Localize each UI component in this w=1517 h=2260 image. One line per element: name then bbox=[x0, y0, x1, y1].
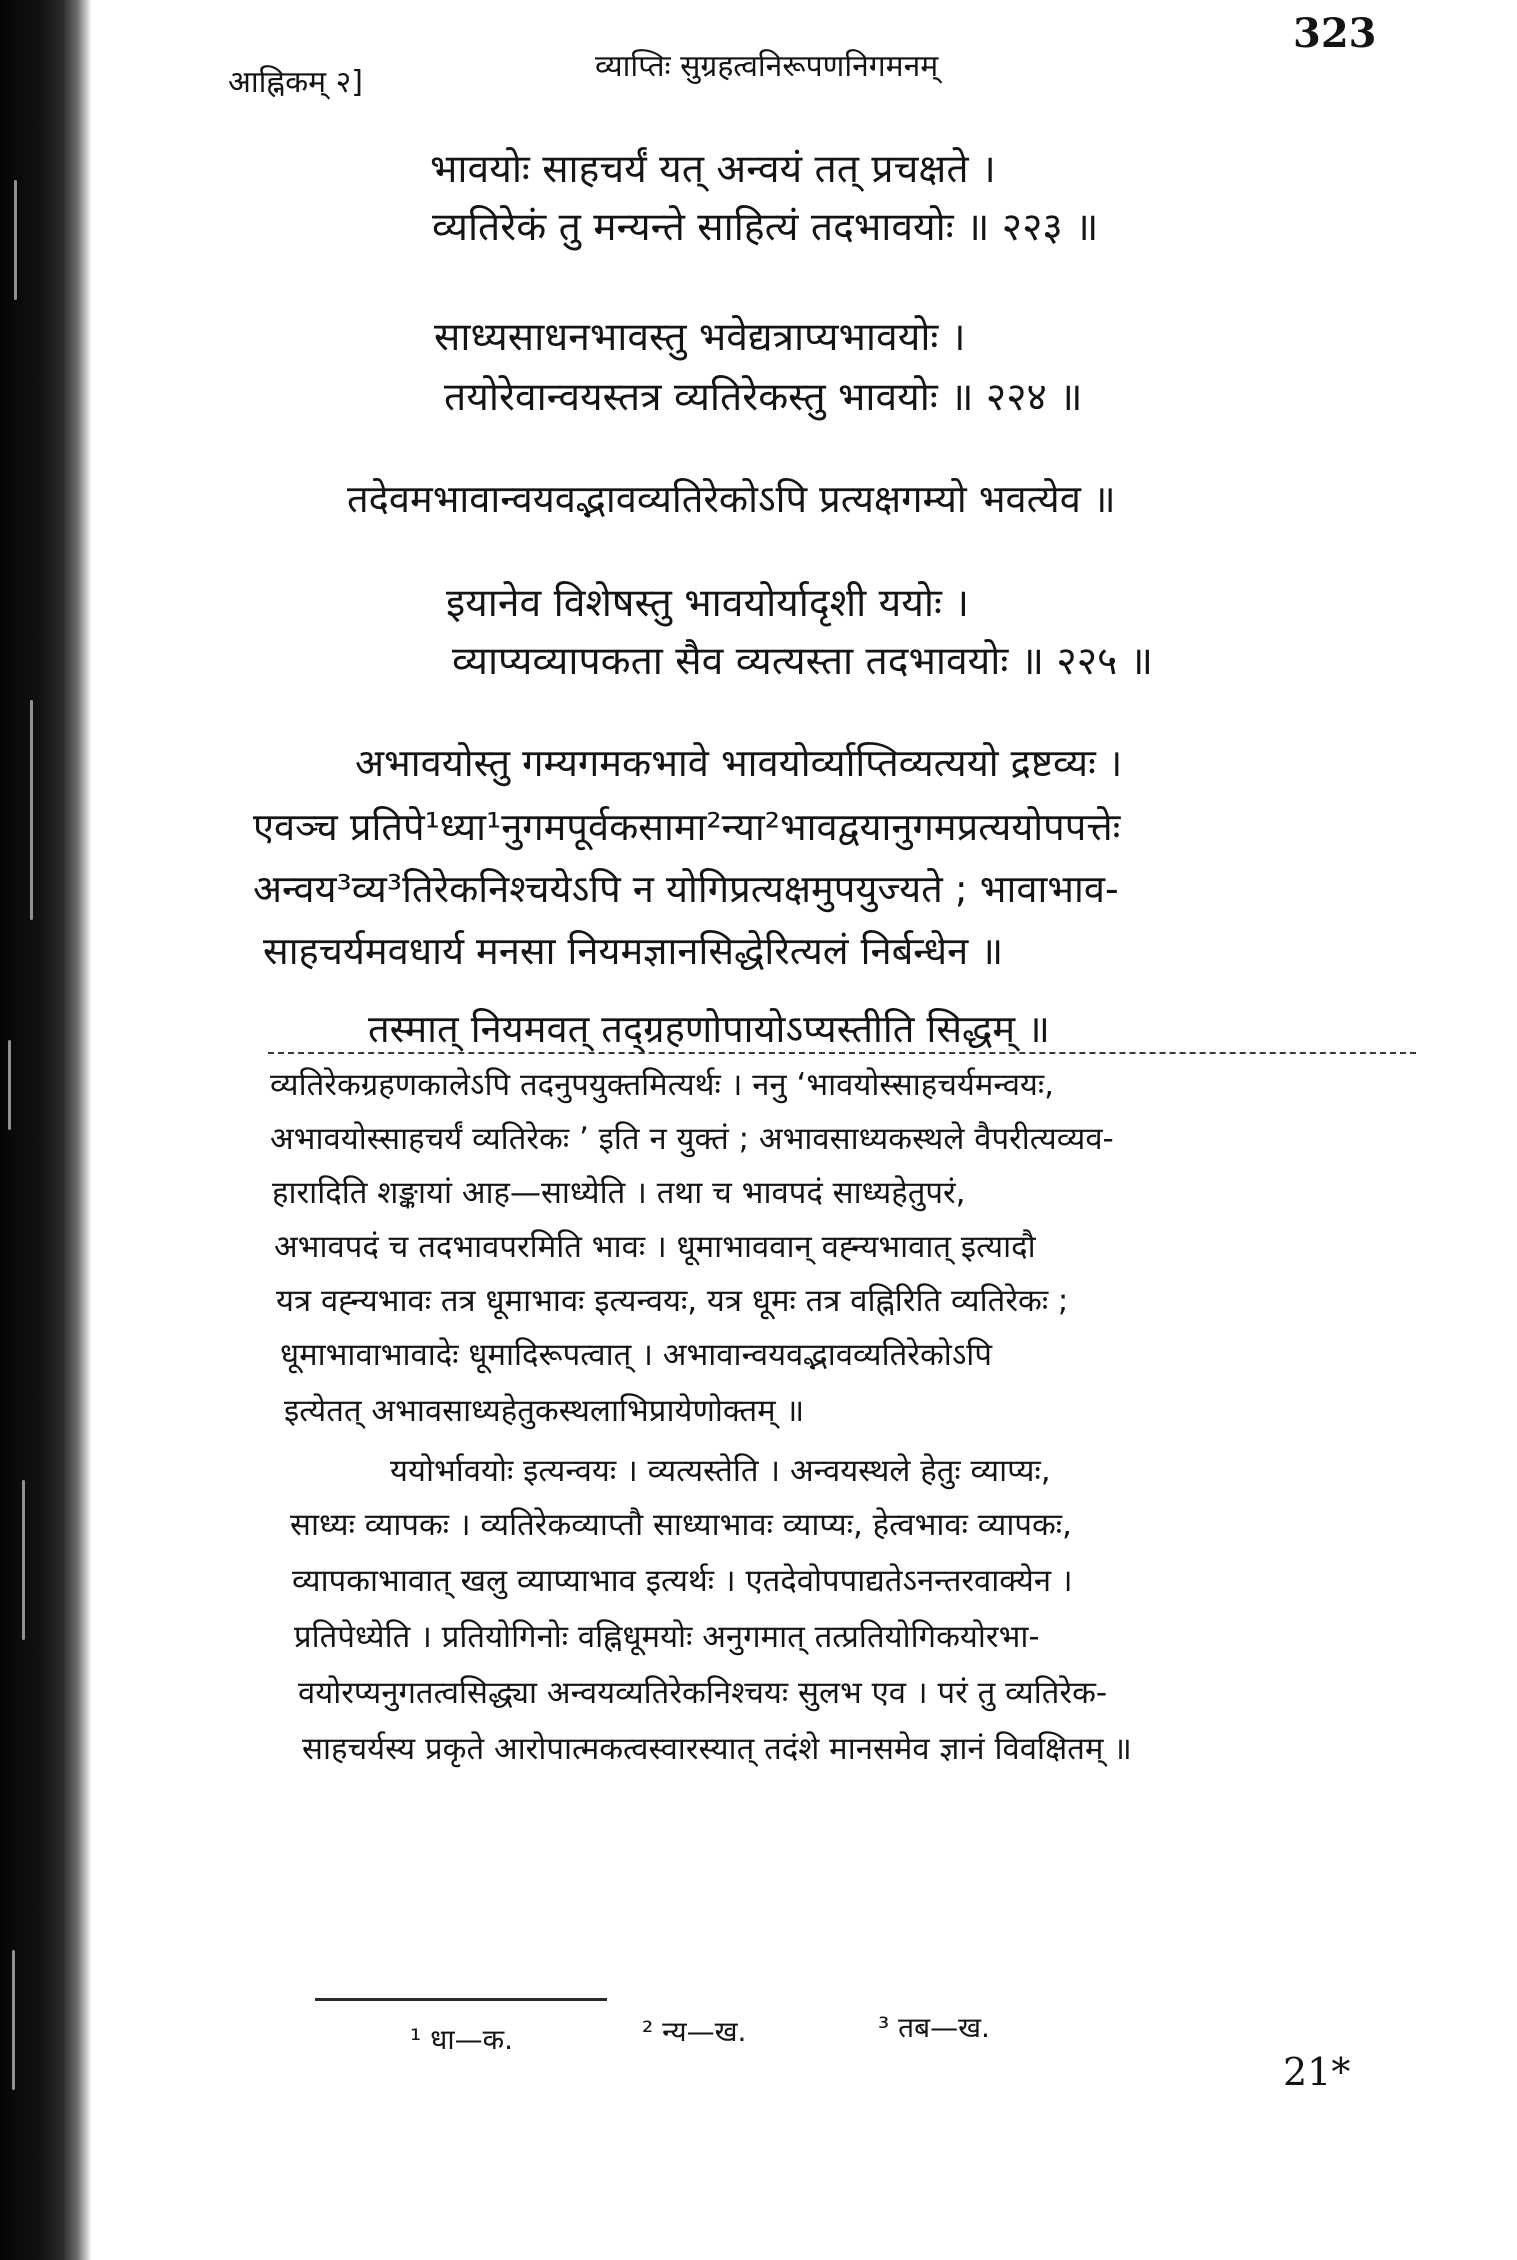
commentary-line: साध्यः व्यापकः । व्यतिरेकव्याप्तौ साध्याभावः व्याप्यः, हेत्वभावः व्यापकः, bbox=[290, 1507, 1072, 1543]
commentary-line: अभावपदं च तदभावपरमिति भावः । धूमाभाववान् वह्न्यभावात् इत्यादौ bbox=[274, 1229, 1036, 1265]
footnote: ³ तब—ख. bbox=[878, 2011, 990, 2044]
commentary-line: अभावयोस्साहचर्यं व्यतिरेकः ’ इति न युक्तं ; अभावसाध्यकस्थले वैपरीत्यव्यव- bbox=[270, 1121, 1114, 1157]
verse-line: साध्यसाधनभावस्तु भवेद्यत्राप्यभावयोः । bbox=[434, 315, 966, 360]
signature-mark: 21* bbox=[1283, 2050, 1351, 2094]
running-head-title: व्याप्तिः सुग्रहत्वनिरूपणनिगमनम् bbox=[595, 49, 939, 84]
footnote: ² न्य—ख. bbox=[642, 2015, 747, 2048]
commentary-line: इत्येतत् अभावसाध्यहेतुकस्थलाभिप्रायेणोक्तम् ॥ bbox=[284, 1393, 805, 1429]
commentary-line: ययोर्भावयोः इत्यन्वयः । व्यत्यस्तेति । अन्वयस्थले हेतुः व्याप्यः, bbox=[390, 1453, 1051, 1489]
commentary-line: व्यापकाभावात् खलु व्याप्याभाव इत्यर्थः । एतदेवोपपाद्यतेऽनन्तरवाक्येन । bbox=[292, 1563, 1073, 1599]
prose-line: एवञ्च प्रतिपे¹ध्या¹नुगमपूर्वकसामा²न्या²भावद्वयानुगमप्रत्ययोपपत्तेः bbox=[253, 805, 1121, 849]
book-spine-edge bbox=[0, 0, 92, 2260]
commentary-line: धूमाभावाभावादेः धूमादिरूपत्वात् । अभावान्वयवद्भावव्यतिरेकोऽपि bbox=[280, 1337, 992, 1373]
footnote: ¹ धा—क. bbox=[410, 2023, 514, 2056]
commentary-line: हारादिति शङ्कायां आह—साध्येति । तथा च भावपदं साध्यहेतुपरं, bbox=[272, 1175, 966, 1211]
page-number: 323 bbox=[1293, 10, 1377, 57]
footnote-rule bbox=[315, 1998, 607, 2001]
prose-line: साहचर्यमवधार्य मनसा नियमज्ञानसिद्धेरित्यलं निर्बन्धेन ॥ bbox=[263, 929, 1004, 973]
verse-line: व्याप्यव्यापकता सैव व्यत्यस्ता तदभावयोः ॥ २२५ ॥ bbox=[452, 639, 1154, 684]
commentary-line: साहचर्यस्य प्रकृते आरोपात्मकत्वस्वारस्यात् तदंशे मानसमेव ज्ञानं विवक्षितम् ॥ bbox=[302, 1731, 1132, 1767]
verse-line: इयानेव विशेषस्तु भावयोर्यादृशी ययोः । bbox=[446, 581, 970, 626]
section-divider bbox=[268, 1052, 1416, 1054]
verse-line: व्यतिरेकं तु मन्यन्ते साहित्यं तदभावयोः ॥ २२३ ॥ bbox=[432, 205, 1099, 250]
prose-line: तस्मात् नियमवत् तद्ग्रहणोपायोऽप्यस्तीति सिद्धम् ॥ bbox=[368, 1007, 1050, 1051]
running-head-left: आह्निकम् २] bbox=[228, 65, 363, 100]
commentary-line: यत्र वह्न्यभावः तत्र धूमाभावः इत्यन्वयः, यत्र धूमः तत्र वह्निरिति व्यतिरेकः ; bbox=[276, 1283, 1069, 1319]
prose-line: अन्वय³व्य³तिरेकनिश्चयेऽपि न योगिप्रत्यक्षमुपयुज्यते ; भावाभाव- bbox=[253, 867, 1119, 911]
commentary-line: व्यतिरेकग्रहणकालेऽपि तदनुपयुक्तमित्यर्थः । ननु ‘भावयोस्साहचर्यमन्वयः, bbox=[270, 1067, 1055, 1103]
commentary-line: वयोरप्यनुगतत्वसिद्ध्या अन्वयव्यतिरेकनिश्चयः सुलभ एव । परं तु व्यतिरेक- bbox=[298, 1675, 1108, 1711]
prose-line: अभावयोस्तु गम्यगमकभावे भावयोर्व्याप्तिव्यत्ययो द्रष्टव्यः । bbox=[355, 741, 1123, 785]
verse-line: तयोरेवान्वयस्तत्र व्यतिरेकस्तु भावयोः ॥ २२४ ॥ bbox=[444, 375, 1083, 420]
verse-line: भावयोः साहचर्यं यत् अन्वयं तत् प्रचक्षते । bbox=[430, 147, 996, 192]
commentary-line: प्रतिपेध्येति । प्रतियोगिनोः वह्निधूमयोः अनुगमात् तत्प्रतियोगिकयोरभा- bbox=[294, 1619, 1040, 1655]
prose-line: तदेवमभावान्वयवद्भावव्यतिरेकोऽपि प्रत्यक्षगम्यो भवत्येव ॥ bbox=[347, 477, 1116, 521]
